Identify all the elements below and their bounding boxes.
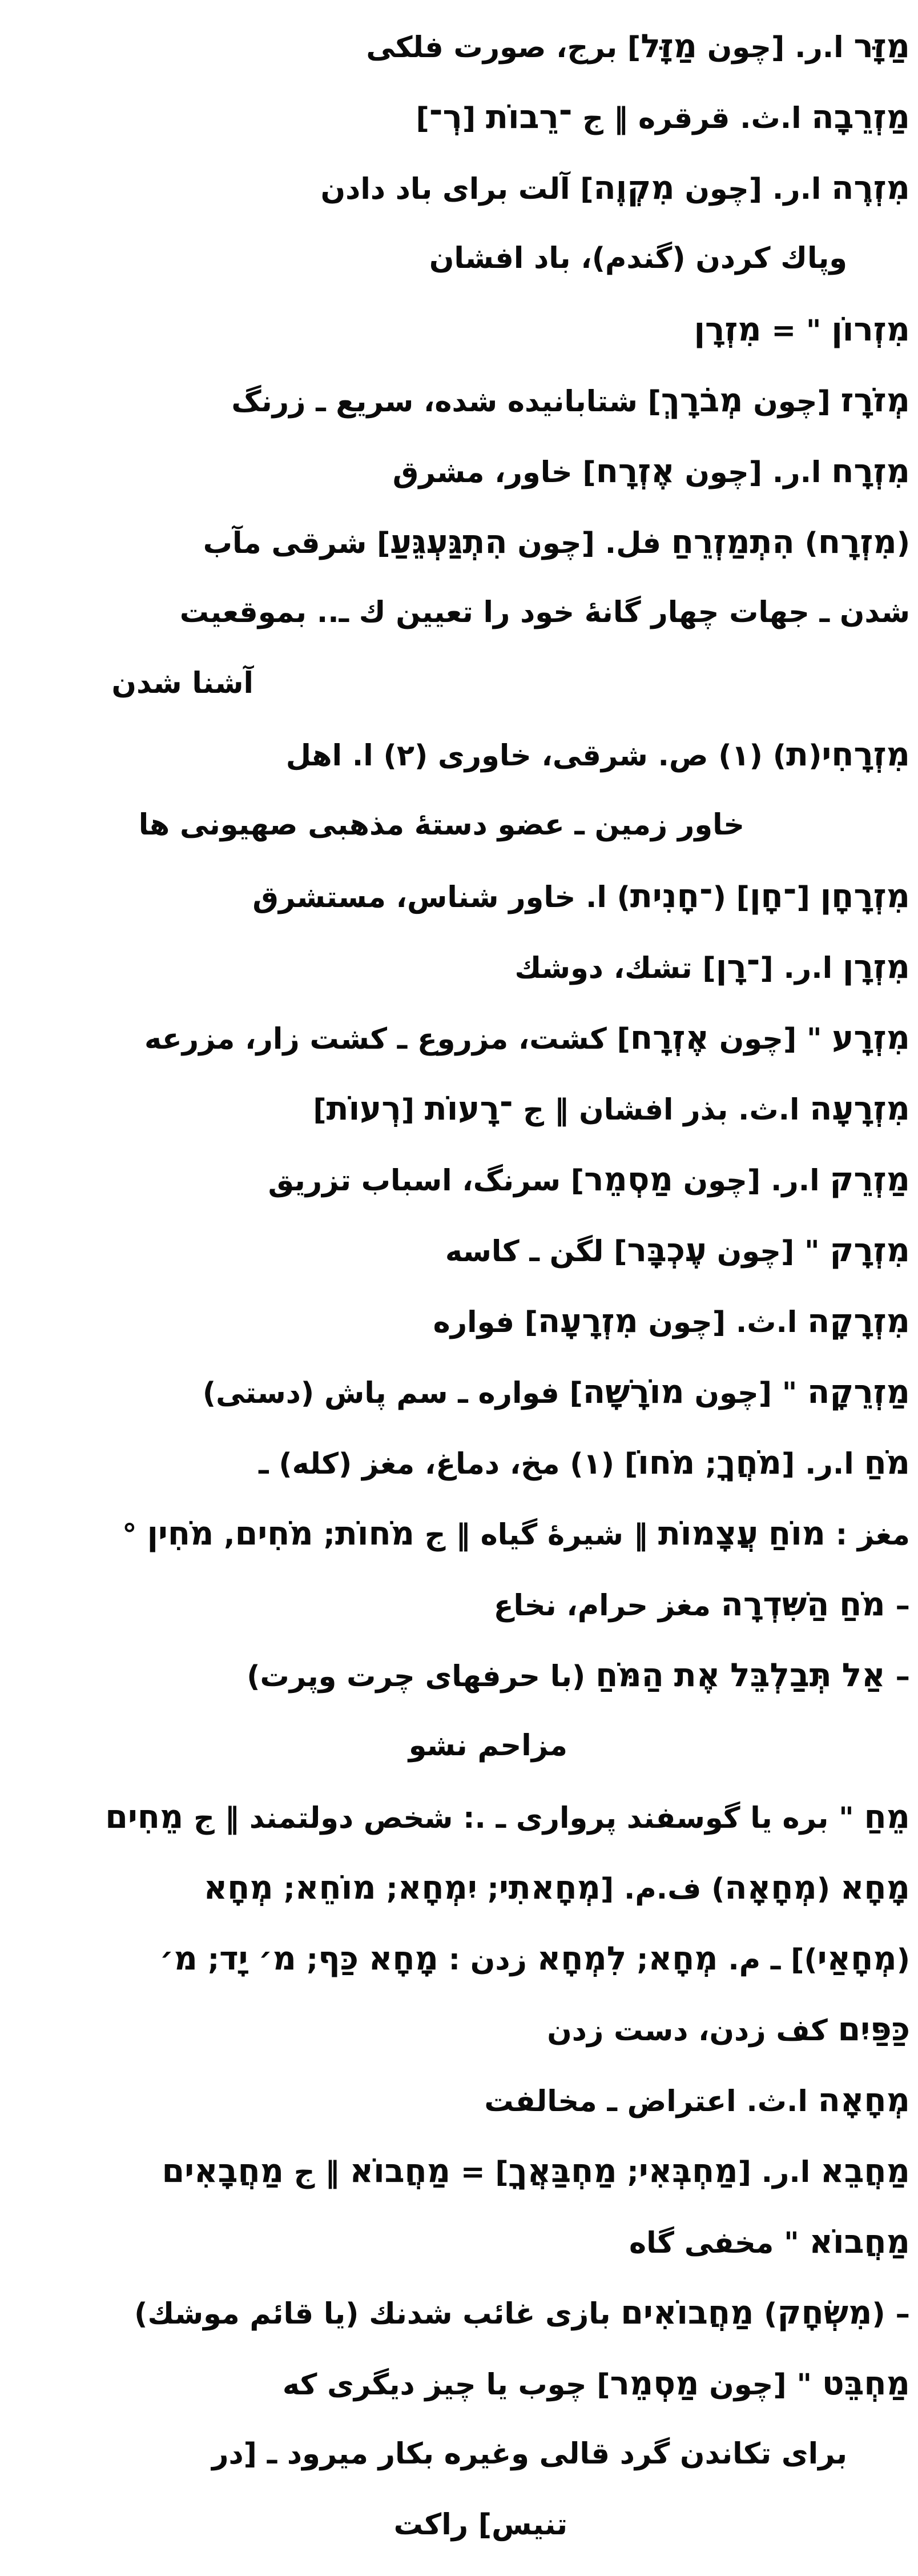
hebrew-text: הִתְמַזְרֵחַ xyxy=(671,523,795,561)
persian-text: ) xyxy=(794,527,818,560)
persian-text: كف زدن، دست زدن xyxy=(547,2014,838,2048)
hebrew-text: מַחֲבוֹאִים xyxy=(621,2294,754,2332)
hebrew-text: מַחֲבֵא xyxy=(820,2152,910,2190)
persian-text: [چون xyxy=(743,385,841,419)
persian-text: شدن ـ جهات چهار گانهٔ خود را تعيين ك ـ.. بموقعيت xyxy=(179,596,910,629)
persian-text: ‖ شيرهٔ گياه ‖ ج xyxy=(414,1518,658,1552)
persian-text: ] فواره ـ سم پاش (دستى) xyxy=(202,1377,583,1410)
persian-text: ] (١) مخ، دماغ، مغز (كله) ـ xyxy=(259,1447,638,1481)
persian-text: ; xyxy=(296,1943,319,1977)
persian-text: ] xyxy=(313,1093,327,1127)
persian-text: ; xyxy=(197,1943,220,1977)
hebrew-text: מְחָא xyxy=(648,1940,718,1977)
persian-text: – xyxy=(885,1660,910,1694)
hebrew-text: מִזְרָן xyxy=(694,311,762,348)
persian-text: ] تشك، دوشك xyxy=(514,952,716,985)
hebrew-text: מִזְרָן xyxy=(842,948,910,986)
entry-line xyxy=(34,438,910,508)
persian-text: " مخفى گاه xyxy=(629,2226,810,2260)
hebrew-text: מִזְרָחִי xyxy=(822,736,910,773)
persian-text: ] فواره xyxy=(433,1306,538,1339)
persian-text: فل. [چون xyxy=(507,527,671,560)
persian-text: ا.ر. [ xyxy=(760,952,843,985)
persian-text: " [چون xyxy=(684,1377,808,1410)
hebrew-text: מֹחוֹת xyxy=(335,1515,415,1552)
persian-text: خاور زمين ـ عضو دستهٔ مذهبى صهيونى ها xyxy=(138,808,744,842)
hebrew-text: כַּפַּיִם xyxy=(838,2011,910,2048)
persian-text: ( xyxy=(816,1872,840,1906)
persian-text: " [چون xyxy=(708,1022,832,1056)
hebrew-text: מַזְרֵק xyxy=(830,1161,910,1198)
persian-text: ; xyxy=(313,1518,335,1552)
persian-text: [ xyxy=(401,1093,425,1127)
persian-text: ; xyxy=(376,1872,398,1906)
persian-text: ; xyxy=(626,1943,649,1977)
hebrew-text: מַזָּר xyxy=(853,27,910,65)
persian-text xyxy=(758,1518,768,1552)
persian-text xyxy=(720,1660,730,1694)
persian-text xyxy=(248,1943,259,1977)
entry-line xyxy=(34,2137,910,2208)
persian-text: ) xyxy=(754,2297,778,2331)
persian-text: مغز حرام، نخاع xyxy=(493,1589,721,1623)
hebrew-text: יִמְחָא xyxy=(397,1869,477,1907)
hebrew-text: אֶזְרָח xyxy=(595,452,675,490)
persian-text: " بره يا گوسفند پروارى ـ .: شخص دولتمند ‖ ج xyxy=(183,1801,864,1835)
persian-text xyxy=(829,1589,839,1623)
persian-text: ] خاور، مشرق xyxy=(392,456,596,489)
persian-text: ا.ث. [چون xyxy=(638,1306,808,1339)
persian-text: ا.ر. [چون xyxy=(673,1164,830,1198)
persian-text: ) (١) ص. شرقى، خاورى (٢) ا. اهل xyxy=(285,739,787,773)
persian-text: بازى غائب شدنك (يا قائم موشك) xyxy=(134,2297,621,2331)
hebrew-text: מֵחִים xyxy=(105,1798,184,1836)
hebrew-text: מ׳ xyxy=(258,1940,296,1977)
hebrew-text: עֲצָמוֹת xyxy=(658,1515,759,1552)
hebrew-text: כַּף xyxy=(318,1940,359,1977)
entry-line xyxy=(34,1358,910,1429)
entry-lines xyxy=(34,13,910,2562)
entry-line xyxy=(34,1429,910,1500)
entry-line xyxy=(34,1571,910,1642)
hebrew-text: מֹחַ xyxy=(839,1586,885,1623)
entry-line xyxy=(34,1996,910,2067)
hebrew-text: ־רָן xyxy=(715,948,760,986)
persian-text: ا.ر. [ xyxy=(738,2156,821,2189)
entry-line xyxy=(34,1146,910,1217)
hebrew-text: מוֹרָשָׁה xyxy=(582,1373,685,1411)
entry-line xyxy=(34,1854,910,1925)
persian-text: ] چوب يا چيز ديگرى كه xyxy=(282,2368,610,2402)
hebrew-text: מ׳ xyxy=(159,1940,198,1977)
hebrew-text: מַזְרֵקָה xyxy=(807,1373,910,1411)
hebrew-text: אֶת xyxy=(674,1656,720,1694)
persian-text: ا.ر. [چون xyxy=(696,31,854,65)
hebrew-text: תְּבַלְבֵּל xyxy=(730,1656,832,1694)
persian-text: ا.ر. [ xyxy=(782,1447,864,1481)
persian-text: ] كشت، مزروع ـ كشت زار، مزرعه xyxy=(144,1022,630,1056)
hebrew-text: ־חָן xyxy=(749,877,797,915)
hebrew-text: מַחְבֵּט xyxy=(822,2365,910,2402)
entry-line xyxy=(34,154,910,225)
entry-line xyxy=(34,2491,910,2562)
entry-line xyxy=(34,367,910,438)
hebrew-text: מִזְרָחָן xyxy=(820,877,910,915)
persian-text: – xyxy=(885,1589,910,1623)
persian-text: ( xyxy=(896,1943,910,1977)
hebrew-text: מָחָא xyxy=(368,1940,438,1977)
hebrew-text: מַחְבְּאִי xyxy=(638,2152,738,2190)
hebrew-text: מִזְרָעָה xyxy=(810,1090,910,1127)
persian-text: [ xyxy=(796,881,820,914)
persian-text: ا.ر. [چون xyxy=(674,456,832,489)
hebrew-text: מַסְמֵר xyxy=(584,1161,673,1198)
hebrew-text: מַחֲבָאִים xyxy=(162,2152,284,2190)
hebrew-text: מִזְרָע xyxy=(832,1019,910,1057)
persian-text: ا.ث. اعتراض ـ مخالفت xyxy=(484,2085,818,2118)
persian-text: " [چون xyxy=(706,1235,830,1269)
entry-line xyxy=(34,1287,910,1358)
hebrew-text: מֵחַ xyxy=(864,1798,910,1836)
entry-line xyxy=(34,792,910,862)
entry-line xyxy=(34,1500,910,1571)
hebrew-text: יָד xyxy=(219,1940,248,1977)
hebrew-text: מִזְרָעָה xyxy=(538,1302,638,1340)
hebrew-text: מַזָּל xyxy=(641,27,697,65)
hebrew-text: מַחֲבוֹא xyxy=(349,2152,451,2190)
hebrew-text: מְחָאַי xyxy=(817,1940,897,1977)
hebrew-text: ־רֵבוֹת xyxy=(485,98,573,136)
persian-text: وپاك كردن (گندم)، باد افشان xyxy=(429,242,847,275)
persian-text: ] شرقى مآب xyxy=(203,527,390,560)
persian-text: ] = xyxy=(450,2156,509,2189)
hebrew-text: מוֹחַ xyxy=(768,1515,826,1552)
persian-text: ) ف.م. [ xyxy=(600,1872,725,1906)
persian-text: ] آلت براى باد دادن xyxy=(320,172,594,206)
persian-text: – ( xyxy=(872,2297,910,2331)
persian-text: مزاحم نشو xyxy=(408,1729,567,1763)
hebrew-text: מְחָאתִי xyxy=(498,1869,601,1907)
entry-line xyxy=(34,579,910,650)
persian-text xyxy=(664,1660,674,1694)
persian-text: ا.ث. بذر افشان ‖ ج xyxy=(513,1093,810,1127)
hebrew-text: מֹחֲךָ xyxy=(716,1444,782,1482)
hebrew-text: אַל xyxy=(842,1656,885,1694)
persian-text: , xyxy=(214,1518,235,1552)
persian-text: مغز : xyxy=(826,1518,910,1552)
entry-line xyxy=(34,2350,910,2421)
persian-text: ] شتابانيده شده، سريع ـ زرنگ xyxy=(231,385,661,419)
hebrew-text: אֶזְרָח xyxy=(630,1019,709,1057)
entry-line xyxy=(34,933,910,1004)
hebrew-text: ת xyxy=(786,736,809,773)
persian-text: آشنا شدن xyxy=(111,667,253,700)
hebrew-text: הַמֹּחַ xyxy=(595,1656,664,1694)
entry-line xyxy=(34,721,910,792)
persian-text: ] ( xyxy=(712,881,750,914)
hebrew-text: מֹחִין xyxy=(147,1515,214,1552)
persian-text xyxy=(359,1943,369,1977)
persian-text: ; xyxy=(273,1872,295,1906)
persian-text: ; xyxy=(617,2156,639,2189)
persian-text: ] لگن ـ كاسه xyxy=(445,1235,627,1269)
persian-text: زدن : xyxy=(438,1943,537,1977)
entry-line xyxy=(34,1217,910,1287)
entry-line xyxy=(34,83,910,154)
hebrew-text: לִמְחָא xyxy=(537,1940,627,1977)
persian-text: " [چون xyxy=(699,2368,822,2402)
persian-text: ( xyxy=(808,739,822,773)
hebrew-text: מִשְׂחָק xyxy=(777,2294,872,2332)
hebrew-text: מֹחוֹ xyxy=(638,1444,695,1482)
hebrew-text: מְחָא xyxy=(203,1869,273,1907)
hebrew-text: מַזְרֵבָה xyxy=(811,98,910,136)
hebrew-text: רְ־ xyxy=(429,98,462,136)
persian-text: )] ـ م. xyxy=(718,1943,818,1977)
hebrew-text: מַחֲבוֹא xyxy=(809,2223,910,2261)
hebrew-text: מִזְרֶה xyxy=(831,169,910,207)
persian-text: ; xyxy=(695,1447,717,1481)
entry-line xyxy=(34,2208,910,2279)
persian-text: (با حرفهاى چرت وپرت) xyxy=(247,1660,596,1694)
hebrew-text: מְחָאָה xyxy=(818,2081,910,2119)
persian-text: براى تكاندن گرد قالى وغيره بكار ميرود ـ [در xyxy=(212,2437,847,2471)
persian-text: ( xyxy=(896,527,910,560)
hebrew-text: ־חָנִית xyxy=(630,877,713,915)
hebrew-text: מִזְרָק xyxy=(830,1231,910,1269)
entry-line xyxy=(34,13,910,83)
hebrew-text: מְזֹרָז xyxy=(840,382,910,419)
hebrew-text: מָחָא xyxy=(840,1869,910,1907)
hebrew-text: מֹחַ xyxy=(864,1444,910,1482)
hebrew-text: מַסְמֵר xyxy=(610,2365,699,2402)
entry-line xyxy=(34,2067,910,2137)
persian-text: ا.ث. قرقره ‖ ج xyxy=(572,102,812,135)
hebrew-text: מוֹחֵא xyxy=(295,1869,376,1907)
hebrew-text: עֶכְבָּר xyxy=(627,1231,707,1269)
entry-line xyxy=(34,1783,910,1854)
hebrew-text: מְחָאָה xyxy=(724,1869,817,1907)
entry-line xyxy=(34,508,910,579)
entry-line xyxy=(34,650,910,721)
entry-line xyxy=(34,862,910,933)
persian-text: ° xyxy=(122,1518,147,1552)
entry-line xyxy=(34,1925,910,1996)
hebrew-text: מִזְרָח xyxy=(818,523,897,561)
persian-text: ا.ر. [چون xyxy=(674,172,832,206)
persian-text xyxy=(832,1660,842,1694)
hebrew-text: מְבֹרָךְ xyxy=(661,382,743,419)
persian-text: ] برج، صورت فلكى xyxy=(366,31,641,65)
persian-text: ) ا. خاور شناس، مستشرق xyxy=(252,881,630,914)
persian-text: ] xyxy=(416,102,429,135)
hebrew-text: מַחְבַּאֲךָ xyxy=(508,2152,617,2190)
persian-text: [ xyxy=(462,102,486,135)
persian-text: تنيس] راكت xyxy=(393,2508,567,2542)
hebrew-text: מִזְרָח xyxy=(831,452,910,490)
entry-line xyxy=(34,2279,910,2350)
hebrew-text: מִזְרָקָה xyxy=(807,1302,910,1340)
hebrew-text: הַשִּׁדְרָה xyxy=(720,1586,830,1623)
entry-line xyxy=(34,1642,910,1712)
entry-line xyxy=(34,296,910,367)
hebrew-text: מִקְוֶה xyxy=(593,169,675,207)
entry-line xyxy=(34,2421,910,2491)
hebrew-text: רְעוֹת xyxy=(326,1090,401,1127)
entry-line xyxy=(34,1712,910,1783)
hebrew-text: מֹחִים xyxy=(235,1515,313,1552)
entry-line xyxy=(34,1075,910,1146)
entry-line xyxy=(34,225,910,296)
persian-text: ; xyxy=(477,1872,499,1906)
hebrew-text: מִזְרוֹן xyxy=(831,311,910,348)
persian-text: " = xyxy=(761,314,832,348)
hebrew-text: ־רָעוֹת xyxy=(424,1090,513,1127)
persian-text: ‖ ج xyxy=(284,2156,350,2189)
hebrew-text: הִתְגַּעְגֵּעַ xyxy=(390,523,508,561)
persian-text: ] سرنگ، اسباب تزريق xyxy=(268,1164,585,1198)
entry-line xyxy=(34,1004,910,1075)
